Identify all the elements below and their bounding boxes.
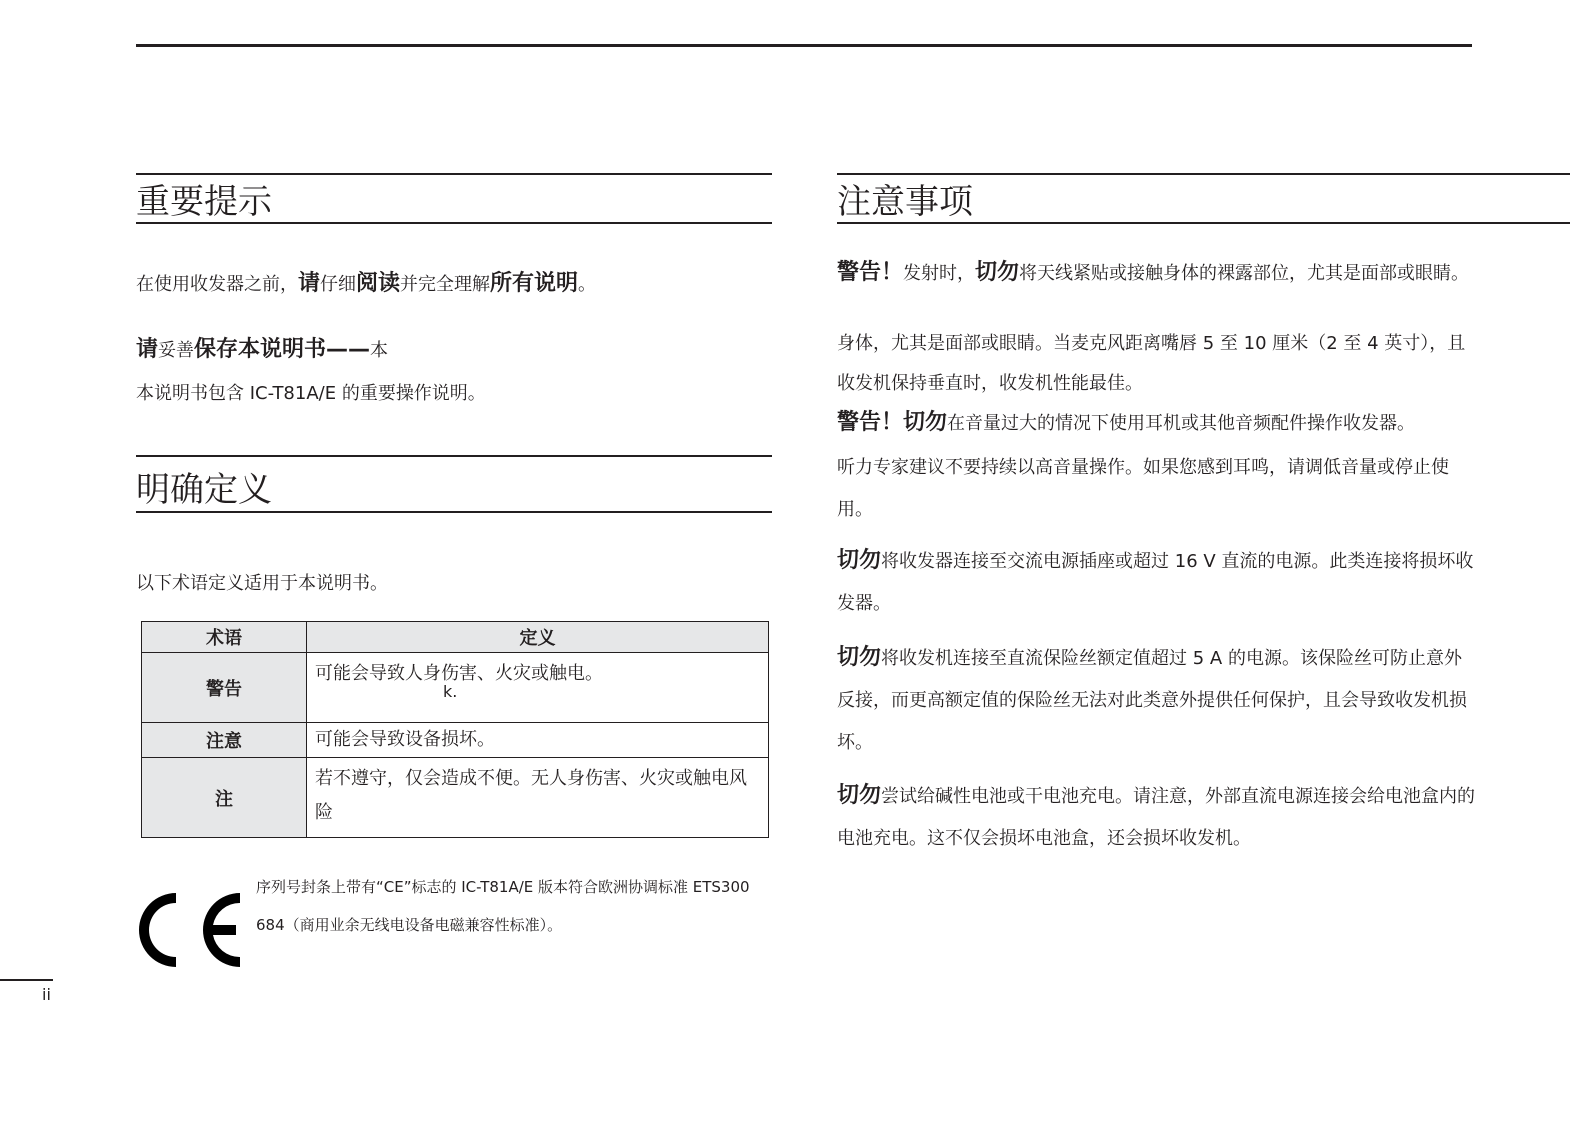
- important-heading-rule-top: [136, 173, 772, 175]
- warning-1-continued: 身体，尤其是面部或眼睛。当麦克风距离嘴唇 5 至 10 厘米（2 至 4 英寸），且收发机保持垂直时，收发机性能最佳。: [837, 333, 1466, 394]
- warning-1: 警告！发射时，切勿将天线紧贴或接触身体的裸露部位，尤其是面部或眼睛。: [837, 260, 1470, 285]
- table-row: [142, 723, 769, 758]
- ce-text-line1: 序列号封条上带有“CE”标志的 IC-T81A/E 版本符合欧洲协调标准 ETS300: [256, 878, 750, 896]
- definitions-heading-rule-top: [136, 455, 772, 457]
- important-heading: 重要提示: [136, 182, 272, 222]
- page-number: ii: [42, 985, 51, 1004]
- page-number-rule: [0, 979, 53, 981]
- precautions-heading-rule-bottom: [837, 222, 1570, 224]
- precautions-heading: 注意事项: [837, 182, 973, 222]
- table-term: 注意: [142, 723, 307, 758]
- warning-2: 警告！切勿在音量过大的情况下使用耳机或其他音频配件操作收发器。: [837, 410, 1416, 435]
- caution-1: 切勿将收发器连接至交流电源插座或超过 16 V 直流的电源。此类连接将损坏收发器。: [837, 548, 1474, 614]
- table-header-row: [142, 622, 769, 653]
- table-definition: 可能会导致设备损坏。: [307, 723, 769, 758]
- ce-logo-c: [139, 893, 176, 967]
- table-row: [142, 758, 769, 838]
- precautions-heading-rule-top: [837, 173, 1570, 175]
- important-heading-rule-bottom: [136, 222, 772, 224]
- definitions-heading-rule-bottom: [136, 511, 772, 513]
- table-definition: 可能会导致人身伤害、火灾或触电。: [307, 653, 769, 723]
- definitions-intro: 以下术语定义适用于本说明书。: [136, 573, 388, 594]
- table-term: 警告: [142, 653, 307, 723]
- definitions-table: [141, 621, 769, 838]
- ce-logo: [136, 890, 242, 970]
- caution-2: 切勿将收发机连接至直流保险丝额定值超过 5 A 的电源。该保险丝可防止意外反接，而更高额定值的保险丝无法对此类意外提供任何保护，且会导致收发机损坏。: [837, 645, 1467, 753]
- table-term: 注: [142, 758, 307, 838]
- ce-text-line2: 684（商用业余无线电设备电磁兼容性标准）。: [256, 916, 563, 934]
- definitions-heading: 明确定义: [136, 470, 272, 510]
- table-header-term: 术语: [142, 622, 307, 653]
- table-header-definition: 定义: [307, 622, 769, 653]
- warning-2-continued: 听力专家建议不要持续以高音量操作。如果您感到耳鸣，请调低音量或停止使用。: [837, 457, 1449, 520]
- keep-manual: 请妥善保存本说明书——本: [136, 337, 389, 362]
- manual-contains: 本说明书包含 IC-T81A/E 的重要操作说明。: [136, 383, 486, 404]
- top-rule: [136, 44, 1472, 47]
- table-definition: 若不遵守，仅会造成不便。无人身伤害、火灾或触电风险: [307, 758, 769, 838]
- caution-3: 切勿尝试给碱性电池或干电池充电。请注意，外部直流电源连接会给电池盒内的电池充电。这不仅会损坏电池盒，还会损坏收发机。: [837, 783, 1476, 849]
- stray-mark: k.: [443, 682, 458, 701]
- important-intro: 在使用收发器之前，请仔细阅读并完全理解所有说明。: [136, 271, 597, 296]
- ce-logo-e: [203, 893, 240, 967]
